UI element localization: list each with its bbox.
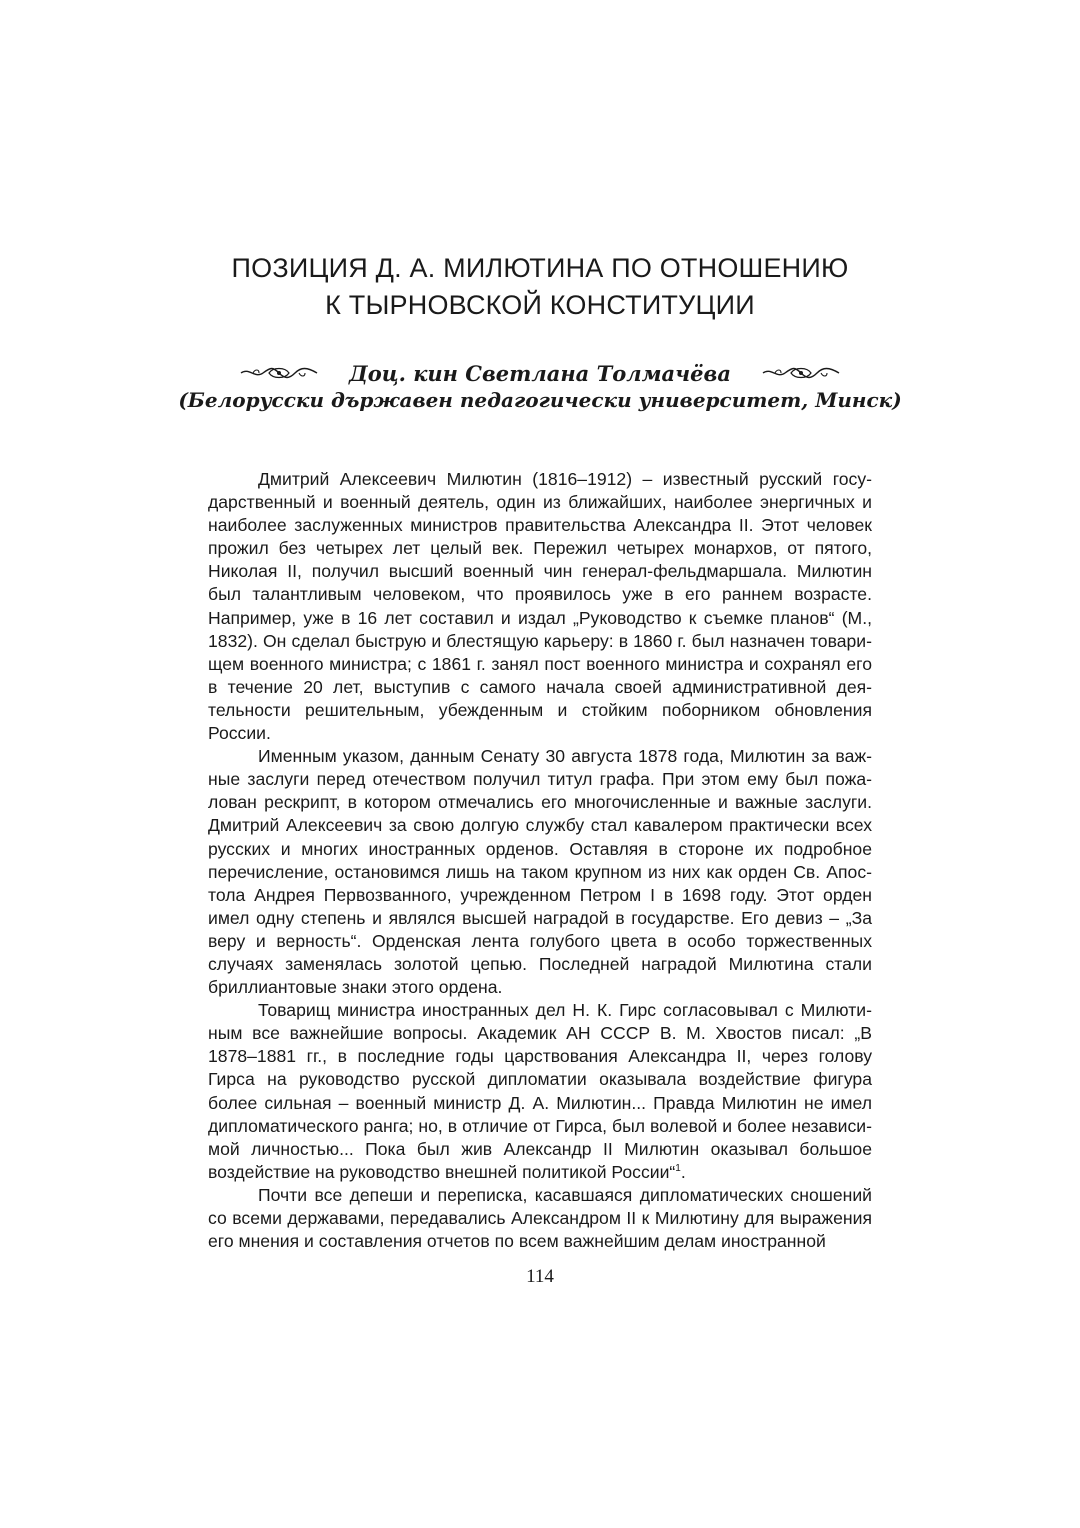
author-affiliation: (Белорусски държавен педагогически университет, Минск) — [178, 388, 902, 412]
article-title-line-1: ПОЗИЦИЯ Д. А. МИЛЮТИНА ПО ОТНОШЕНИЮ — [231, 253, 849, 283]
body-paragraph: Дмитрий Алексеевич Милютин (1816–1912) – известный русский государственный и военный деятель, один из ближайших, наиболее энергичных и наиболее заслуженных министров правительства Александра II. Этот человек прожил без четырех лет целый век. Пережил четырех монархов, от пятого, Николая II, получил высший военный чин генерал-фельдмаршала. Милютин был талантливым человеком, что проявилось уже в его раннем возрасте. Например, уже в 16 лет составил и издал „Руководство к съемке планов“ (М., 1832). Он сделал быструю и блестящую карьеру: в 1860 г. был назначен товарищем военного министра; с 1861 г. занял пост военного министра и сохранял его в течение 20 лет, выступив с самого начала своей административной деятельности решительным, убежденным и стойким поборником обновления России. — [208, 469, 872, 744]
flourish-ornament-icon — [239, 363, 319, 383]
body-paragraph-text: Товарищ министра иностранных дел Н. К. Гирс согласовывал с Милютиным все важнейшие вопросы. Академик АН СССР В. М. Хвостов писал: „В 1878–1881 гг., в последние годы царствования Александра II, через голову Гирса на руководство русской дипломатии оказывала воздействие фигура более сильная – военный министр Д. А. Милютин... Правда Милютин не имел дипломатического ранга; но, в отличие от Гирса, был волевой и более независимой личностью... Пока был жив Александр II Милютин оказывал большое воздействие на руководство внешней политикой России“ — [208, 1000, 872, 1182]
footnote-mark[interactable]: 1 — [675, 1162, 681, 1174]
body-paragraph: Почти все депеши и переписка, касавшаяся дипломатических сношений со всеми державами, передавались Александром II к Милютину для выражения его мнения и составления отчетов по всем важнейшим делам иностранной — [208, 1184, 872, 1252]
body-paragraph — [208, 745, 872, 999]
body-paragraph: Товарищ министра иностранных дел Н. К. Гирс согласовывал с Милютиным все важнейшие вопросы. Академик АН СССР В. М. Хвостов писал: „В 1878–1881 гг., в последние годы царствования Александра II, через голову Гирса на руководство русской дипломатии оказывала воздействие фигура более сильная – военный министр Д. А. Милютин... Правда Милютин не имел дипломатического ранга; но, в отличие от Гирса, был волевой и более независимой личностью... Пока был жив Александр II Милютин оказывал большое воздействие на руководство внешней политикой России“$^1$. — [208, 1000, 872, 1182]
article-title — [160, 250, 920, 324]
article-body — [208, 468, 872, 1253]
article-title-line-2: К ТЫРНОВСКОЙ КОНСТИТУЦИИ — [325, 290, 755, 320]
author-name: Доц. кин Светлана Толмачёва — [349, 360, 731, 386]
page-number: 114 — [526, 1266, 554, 1287]
flourish-ornament-icon — [761, 363, 841, 383]
body-paragraph-text: Именным указом, данным Сенату 30 августа 1878 года, Милютин за важные заслуги перед отечеством получил титул графа. При этом ему был пожалован рескрипт, в котором отмечались его многочисленные и важные заслуги. Дмитрий Алексеевич за свою долгую службу стал кавалером практически всех русских и многих иностранных орденов. Оставляя в стороне их подробное перечисление, остановимся лишь на таком крупном из них как орден Св. Апостола Андрея Первозванного, учрежденном Петром I в 1698 году. Этот орден имел одну степень и являлся высшей наградой в государстве. Его девиз – „За веру и верность“. Орденская лента голубого цвета в особо торжественных случаях заменялась золотой цепью. Последней наградой Милютина стали бриллиантовые знаки этого ордена. — [208, 746, 872, 998]
